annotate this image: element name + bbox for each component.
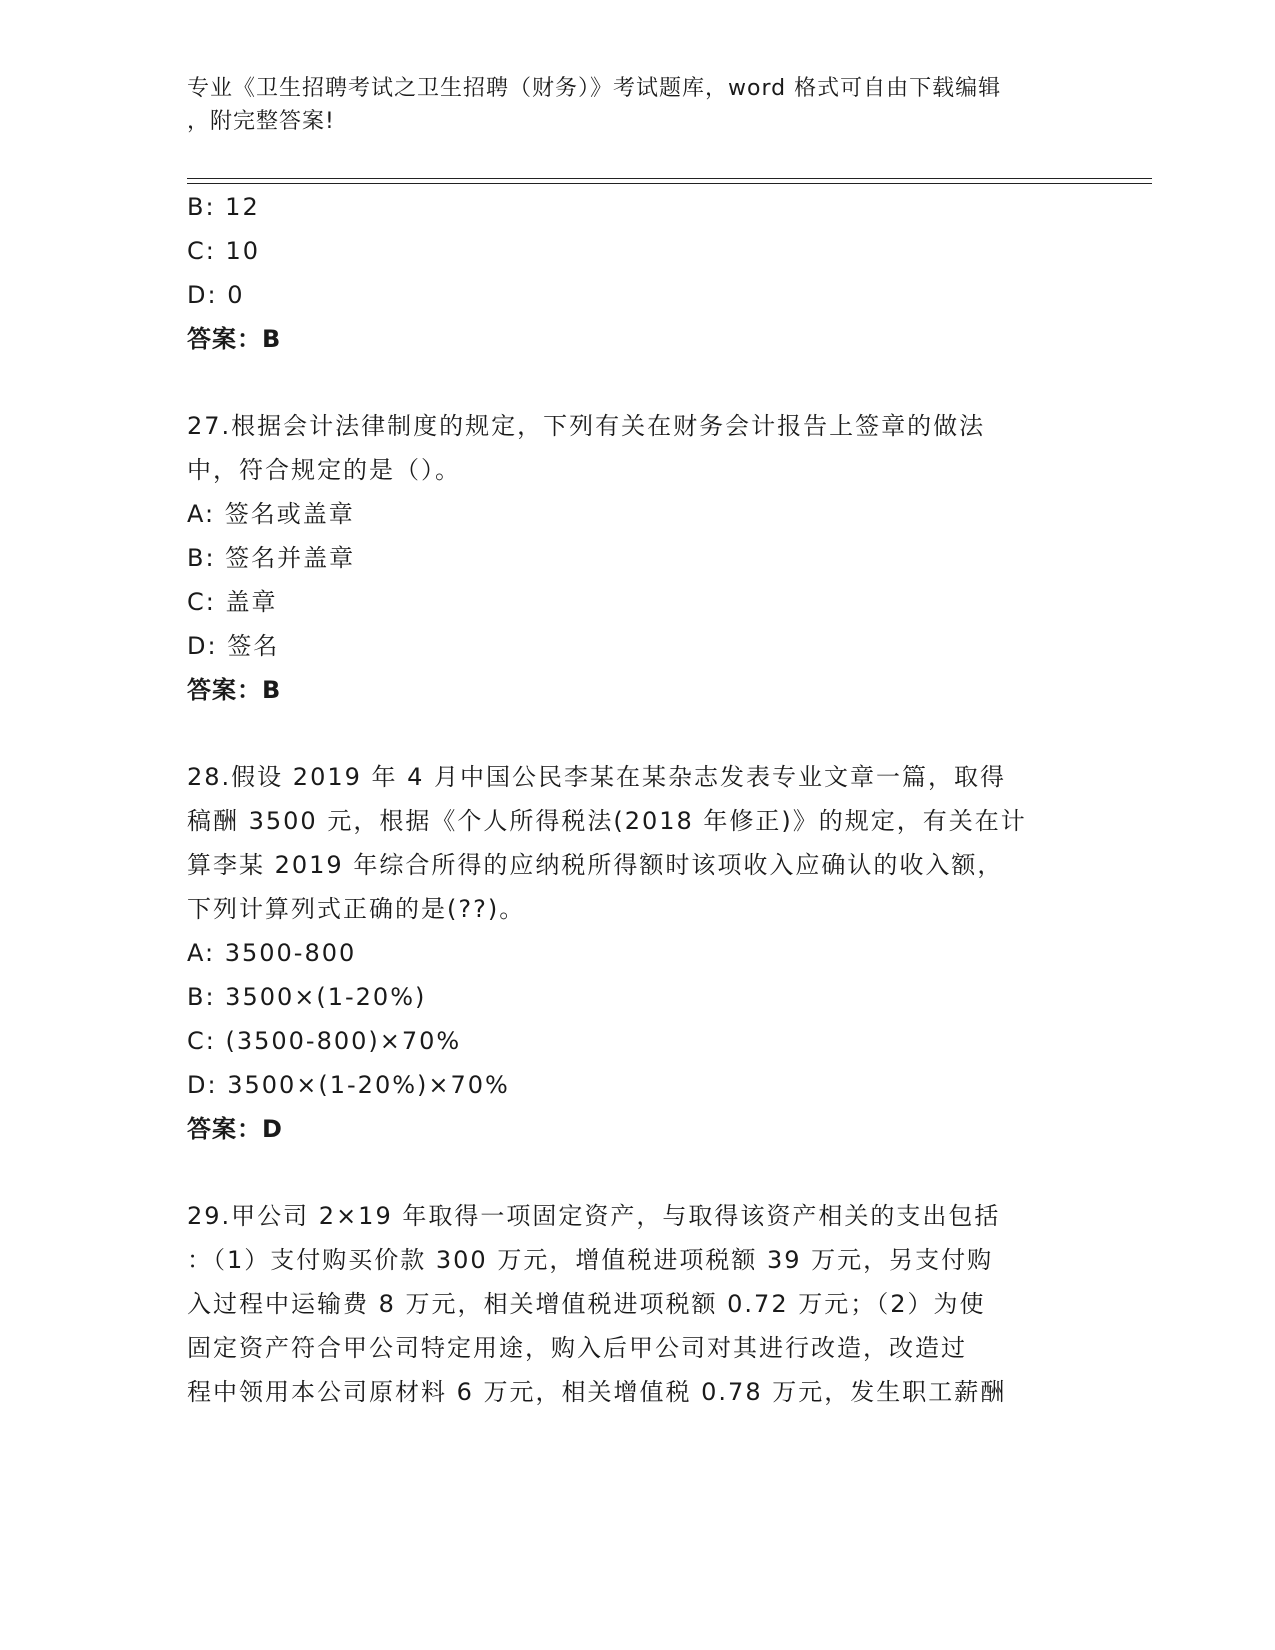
- q29-text-line-2: ：（1）支付购买价款 300 万元，增值税进项税额 39 万元，另支付购: [187, 1246, 994, 1274]
- q26-answer: 答案：B: [187, 325, 282, 353]
- header-line-1: 专业《卫生招聘考试之卫生招聘（财务）》考试题库，word 格式可自由下载编辑: [187, 76, 1002, 101]
- q28-text-line-4: 下列计算列式正确的是(??)。: [187, 895, 526, 923]
- q26-option-c: C: 10: [187, 237, 261, 265]
- header-line-2: ，附完整答案!: [187, 109, 335, 134]
- page-header: [187, 72, 1067, 138]
- q28-option-c: C: (3500-800)×70%: [187, 1027, 462, 1055]
- q27-option-a: A: 签名或盖章: [187, 500, 355, 528]
- q27-answer: 答案：B: [187, 676, 282, 704]
- header-divider-top: [187, 178, 1152, 179]
- header-divider-bottom: [187, 183, 1152, 184]
- q28-text-line-2: 稿酬 3500 元，根据《个人所得税法(2018 年修正)》的规定，有关在计: [187, 807, 1027, 835]
- q27-option-b: B: 签名并盖章: [187, 544, 356, 572]
- q26-option-b: B: 12: [187, 193, 260, 221]
- q28-option-b: B: 3500×(1-20%): [187, 983, 427, 1011]
- q28-text-line-3: 算李某 2019 年综合所得的应纳税所得额时该项收入应确认的收入额，: [187, 851, 1004, 879]
- q27-text-line-1: 27.根据会计法律制度的规定，下列有关在财务会计报告上签章的做法: [187, 412, 986, 440]
- q26-option-d: D: 0: [187, 281, 245, 309]
- q29-text-line-1: 29.甲公司 2×19 年取得一项固定资产，与取得该资产相关的支出包括: [187, 1202, 1001, 1230]
- q28-answer: 答案：D: [187, 1115, 283, 1143]
- q27-option-d: D: 签名: [187, 632, 280, 660]
- q27-option-c: C: 盖章: [187, 588, 278, 616]
- q29-text-line-5: 程中领用本公司原材料 6 万元，相关增值税 0.78 万元，发生职工薪酬: [187, 1378, 1007, 1406]
- q28-option-a: A: 3500-800: [187, 939, 357, 967]
- q27-text-line-2: 中，符合规定的是（）。: [187, 456, 461, 484]
- q29-text-line-4: 固定资产符合甲公司特定用途，购入后甲公司对其进行改造，改造过: [187, 1334, 967, 1362]
- q29-text-line-3: 入过程中运输费 8 万元，相关增值税进项税额 0.72 万元；（2）为使: [187, 1290, 986, 1318]
- q28-text-line-1: 28.假设 2019 年 4 月中国公民李某在某杂志发表专业文章一篇，取得: [187, 763, 1007, 791]
- q28-option-d: D: 3500×(1-20%)×70%: [187, 1071, 510, 1099]
